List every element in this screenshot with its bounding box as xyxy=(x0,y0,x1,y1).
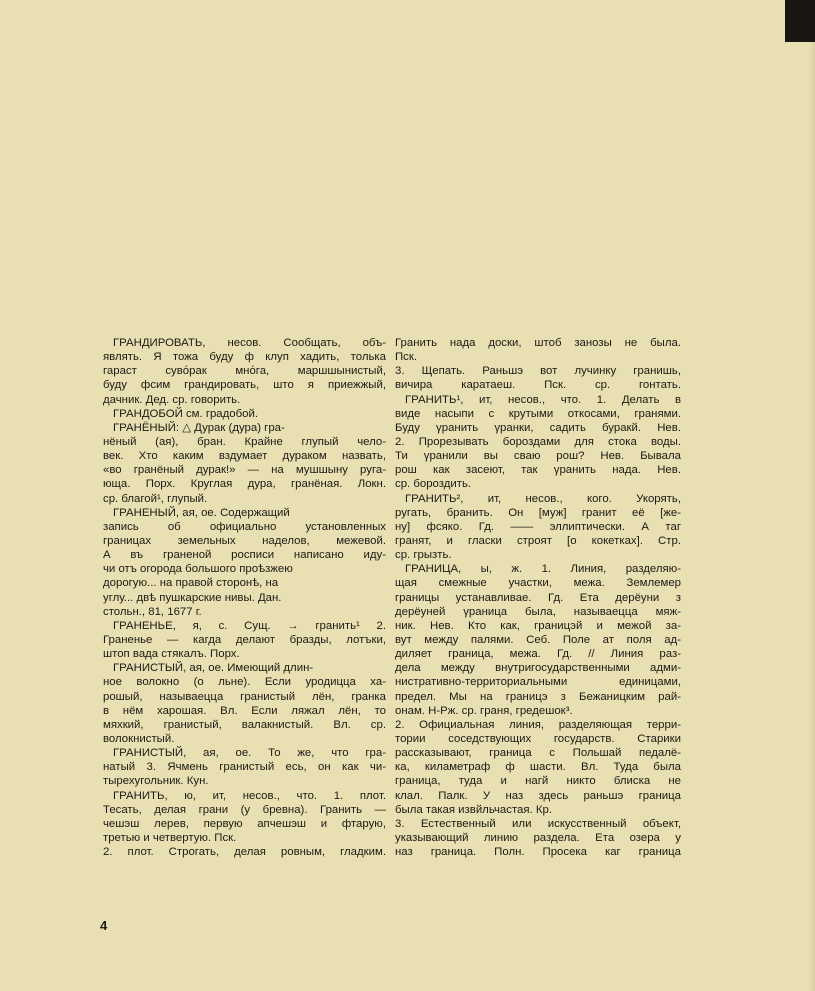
text-line: запись об официально установленных xyxy=(103,520,386,533)
text-line: указывающий линию раздела. Ета озера у xyxy=(395,831,681,844)
text-line: ГРАНИЦА, ы, ж. 1. Линия, разделяю- xyxy=(405,563,681,576)
text-line: 2. Официальная линия, разделяющая терри- xyxy=(395,718,681,731)
text-line: ник. Нев. Кто как, границэй и межой за- xyxy=(395,619,681,632)
text-line: виде насыпи с крутыми откосами, гранями. xyxy=(395,407,681,420)
text-line: тырехугольник. Кун. xyxy=(103,775,209,788)
text-line: граница, туда и нагй никто блиска не xyxy=(395,775,681,788)
text-line: ср. грызть. xyxy=(395,549,452,562)
text-line: третью и четвертую. Пск. xyxy=(103,831,237,844)
text-line: Тесать, делая грани (у бревна). Гранить — xyxy=(103,803,386,816)
page-edge-shadow xyxy=(809,42,815,991)
text-line: стольн., 81, 1677 г. xyxy=(103,605,202,618)
text-line: ну] фсяко. Гд. —— эллиптически. А таг xyxy=(395,520,681,533)
text-line: рассказывают, граница с Польшай педалё- xyxy=(395,747,681,760)
text-line: 3. Естественный или искусственный объект, xyxy=(395,817,681,830)
text-line: натый 3. Ячмень гранистый есь, он как чи- xyxy=(103,761,386,774)
text-line: ругать, бранить. Он [муж] гранит её [же- xyxy=(395,506,681,519)
text-line: ГРАНИТЬ¹, ит, несов., что. 1. Делать в xyxy=(405,393,681,406)
text-line: в нём харошая. Вл. Если ляжал лён, то xyxy=(103,704,386,717)
text-line: нистративно-территориальными единицами, xyxy=(395,676,681,689)
text-line: была такая извйльчастая. Кр. xyxy=(395,803,553,816)
text-line: дела между внутригосударственными адми- xyxy=(395,662,681,675)
text-line: 2. плот. Строгать, делая ровным, гладким. xyxy=(103,846,386,859)
text-line: вут между палями. Себ. Поле ат поля ад- xyxy=(395,633,681,646)
text-line: Пск. xyxy=(395,351,418,364)
text-line: ср. бороздить. xyxy=(395,478,472,491)
text-line: ное волокно (о льне). Если уродицца ха- xyxy=(103,676,386,689)
text-line: ГРАНИСТЫЙ, ая, ое. То же, что гра- xyxy=(113,747,386,760)
text-line: рошый, называецца гранистый лён, гранка xyxy=(103,690,386,703)
text-line: 3. Щепать. Раньшэ вот лучинку гранишь, xyxy=(395,365,681,378)
text-line: ГРАНЕНЬЕ, я, с. Сущ. → гранить¹ 2. xyxy=(113,619,386,632)
text-line: ср. благой¹, глупый. xyxy=(103,492,208,505)
text-line: А въ граненой росписи написано иду- xyxy=(103,549,386,562)
text-line: буду фсим грандировать, што я приежжый, xyxy=(103,379,386,392)
text-line: чи отъ огорода большого проѣзжею xyxy=(103,563,293,576)
text-line: границах земельных наделов, межевой. xyxy=(103,534,386,547)
scan-dark-edge xyxy=(785,0,815,42)
text-line: дерёуней γраница была, называецца мяж- xyxy=(395,605,681,618)
text-line: «во гранёный дурак!» — на мушшыну руга- xyxy=(103,464,386,477)
text-line: диляет граница, межа. Гд. // Линия раз- xyxy=(395,648,681,661)
text-line: век. Хто каким вздумает дураком назвать, xyxy=(103,450,386,463)
text-line: 2. Прорезывать бороздами для стока воды. xyxy=(395,435,681,448)
text-line: дачник. Дед. ср. говорить. xyxy=(103,393,241,406)
text-line: гранят, и гласки строят [о кокетках]. Стр. xyxy=(395,534,681,547)
text-line: штоп вада стякалъ. Порх. xyxy=(103,648,240,661)
text-line: гараст сувόрак мнόга, маршшынистый, xyxy=(103,365,386,378)
text-line: онам. Н-Рж. ср. граня, гредешок³. xyxy=(395,704,573,717)
page-number: 4 xyxy=(100,918,108,933)
text-line: являть. Я тожа буду ф клуп хадить, толька xyxy=(103,351,386,364)
text-line: ГРАНИСТЫЙ, ая, ое. Имеющий длин- xyxy=(113,662,314,675)
text-line: мяхкий, гранистый, валакнистый. Вл. ср. xyxy=(103,718,386,731)
text-line: ГРАНДИРОВАТЬ, несов. Сообщать, объ- xyxy=(113,337,386,349)
text-line: наз граница. Полн. Просека каг граница xyxy=(395,846,681,859)
text-line: границы устанавливае. Гд. Ета дерёуни з xyxy=(395,591,681,604)
text-line: предел. Мы на границэ з Бежаницким рай- xyxy=(395,690,681,703)
text-line: Ти γранили вы сваю рош? Нев. Бывала xyxy=(395,450,681,463)
left-column xyxy=(103,336,386,859)
text-line: дорогую... на правой сторонѣ, на xyxy=(103,577,279,590)
text-line: ка, киламетраф ф шасти. Вл. Туда была xyxy=(395,761,681,774)
text-line: волокнистый. xyxy=(103,732,175,745)
text-line: ГРАНЕНЫЙ, ая, ое. Содержащий xyxy=(113,506,290,519)
text-line: ГРАНДОБОЙ см. градобой. xyxy=(113,407,259,420)
text-line: вичира каратаеш. Пск. ср. гонтать. xyxy=(395,379,681,392)
text-line: рош как засеют, так γранить нада. Нев. xyxy=(395,464,681,477)
text-line: ГРАНИТЬ², ит, несов., кого. Укорять, xyxy=(405,492,681,505)
text-line: ГРАНИТЬ, ю, ит, несов., что. 1. плот. xyxy=(113,789,386,802)
text-line: ГРАНЁНЫЙ: △ Дурак (дура) гра- xyxy=(113,421,285,434)
text-line: тории соседствующих государств. Старики xyxy=(395,732,681,745)
text-line: щая смежные участки, межа. Землемер xyxy=(395,577,681,590)
text-line: Гранить нада доски, штоб занозы не была. xyxy=(395,337,681,349)
text-line: Буду γранить γранки, садить буракй. Нев. xyxy=(395,421,681,434)
text-line: нёный (ая), бран. Крайне глупый чело- xyxy=(103,435,386,448)
text-line: клал. Палк. У наз здесь раньшэ граница xyxy=(395,789,681,802)
text-line: углу... двѣ пушкарские нивы. Дан. xyxy=(103,591,282,604)
text-line: чешэш лерев, первую апчешэш и фтарую, xyxy=(103,817,386,830)
right-column xyxy=(395,336,681,859)
text-line: юща. Порх. Круглая дура, гранёная. Локн. xyxy=(103,478,386,491)
text-line: Граненье — кагда делают бразды, лотъки, xyxy=(103,633,386,646)
